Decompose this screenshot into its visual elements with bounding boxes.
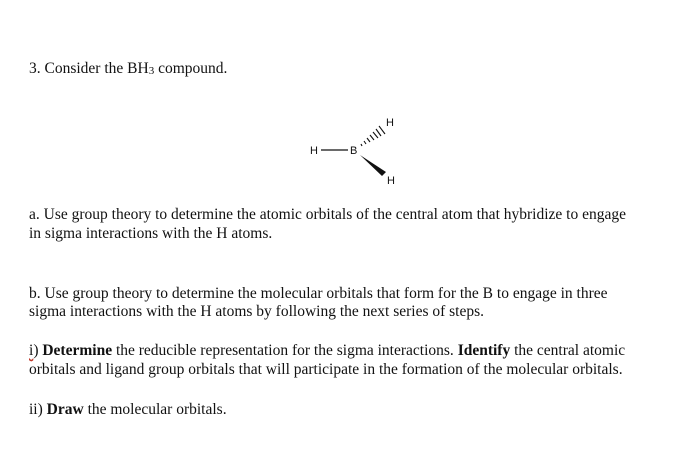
left-h-atom: H: [310, 145, 318, 157]
step-i-prefix-close: ): [33, 342, 43, 359]
step-i-text-2: the central atomic: [510, 342, 626, 359]
step-i-prefix: i: [29, 342, 34, 359]
question-text: 3. Consider the BH: [29, 60, 149, 77]
part-b-line-1: b. Use group theory to determine the molecular orbitals that form for the B to engage in three: [29, 285, 608, 302]
part-a-line-1: a. Use group theory to determine the atomic orbitals of the central atom that hybridize to engage: [29, 206, 626, 223]
central-b-atom: B: [350, 145, 358, 157]
part-b-line-2: sigma interactions with the H atoms by following the next series of steps.: [29, 303, 485, 320]
step-i-text-1: the reducible representation for the sigma interactions.: [112, 342, 458, 359]
step-i-bold-identify: Identify: [457, 342, 511, 359]
question-title: [29, 60, 227, 79]
part-a-line-2: in sigma interactions with the H atoms.: [29, 225, 273, 242]
step-i-bold-determine: Determine: [42, 342, 113, 359]
step-i-line-1: [29, 342, 625, 360]
question-subscript: 3: [148, 65, 155, 77]
bottom-h-atom: H: [387, 175, 395, 187]
step-ii-line: [29, 401, 227, 419]
bh3-structure-diagram: [306, 108, 416, 188]
step-i-line-2: orbitals and ligand group orbitals that will participate in the formation of the molecular orbitals.: [29, 361, 623, 378]
step-ii-text: the molecular orbitals.: [83, 401, 227, 418]
solid-wedge-bond: [360, 155, 386, 176]
step-ii-prefix: ii): [29, 401, 47, 418]
question-suffix: compound.: [154, 60, 228, 77]
hashed-wedge-bond: [361, 126, 385, 146]
step-ii-bold-draw: Draw: [46, 401, 84, 418]
top-h-atom: H: [386, 117, 394, 129]
